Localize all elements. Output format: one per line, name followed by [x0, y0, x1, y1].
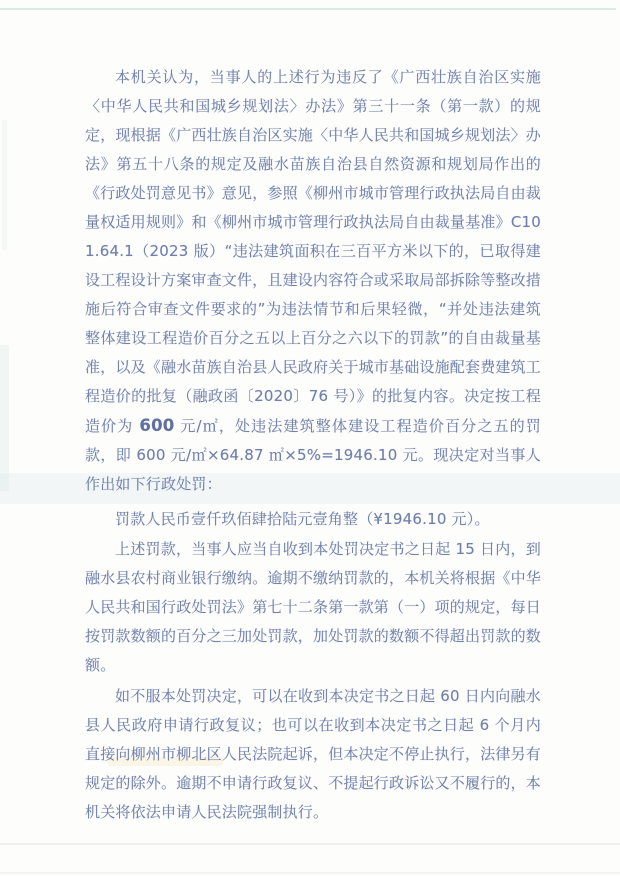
text-run: 本机关认为，当事人的上述行为违反了《广西壮族自治区实施〈中华人民共和国城乡规划法〉办法》第三十一条（第一款）的规定，现根据《广西壮族自治区实施〈中华人民共和国城乡规划法〉办法》第五十八条的规定及融水苗族自治县自然资源和规划局作出的《行政处罚意见书》意见，参照《柳州市城市管理行政执法局自由裁量权适用规则》和《柳州市城市管理行政执法局自由裁量基准》C101.64.1（2023 版）“违法建筑面积在三百平方米以下的，已取得建设工程设计方案审查文件，且建设内容符合或采取局部拆除等整改措施后符合审查文件要求的”为违法情节和后果轻微，“并处违法建筑整体建设工程造价百分之五以上百分之六以下的罚款”的自由裁量基准，以及《融水苗族自治县人民政府关于城市基础设施配套费建筑工程造价的批复（融政函〔2020〕76 号）》的批复内容。决定按工程造价为 — [85, 68, 542, 435]
scan-artifact-bottom-line-2 — [0, 872, 620, 874]
scan-artifact-bottom-line-1 — [0, 843, 620, 845]
paragraph-legal-basis — [85, 63, 541, 499]
paragraph-appeal-rights — [85, 682, 541, 827]
scan-artifact-left-stripe — [0, 345, 9, 491]
text-run: 600 — [139, 416, 175, 435]
text-run: 如不服本处罚决定，可以在收到本决定书之日起 60 日内向融水县人民政府申请行政复议；也可以在收到本决定书之日起 6 个月内直接向柳州市柳北区人民法院起诉，但本决定不停止执行，法律另有规定的除外。逾期不申请行政复议、不提起行政诉讼又不履行的，本机关将依法申请人民法院强制执行。 — [85, 687, 542, 821]
text-run: 罚款人民币壹仟玖佰肆拾陆元壹角整（¥1946.10 元）。 — [115, 510, 490, 528]
text-run: 元/㎡，处违法建筑整体建设工程造价百分之五的罚款，即 600 元/㎡×64.87 ㎡×5%=1946.10 元。现决定对当事人作出如下行政处罚： — [85, 417, 541, 493]
document-body — [85, 63, 541, 827]
paragraph-fine-amount — [85, 505, 541, 534]
paragraph-payment-terms — [85, 535, 541, 680]
scan-artifact-top-line — [0, 8, 616, 10]
scan-artifact-left-stripe-2 — [2, 120, 7, 250]
text-run: 上述罚款，当事人应当自收到本处罚决定书之日起 15 日内，到融水县农村商业银行缴纳。逾期不缴纳罚款的，本机关将根据《中华人民共和国行政处罚法》第七十二条第一款第（一）项的规定，每日按罚款数额的百分之三加处罚款，加处罚款的数额不得超出罚款的数额。 — [85, 540, 542, 674]
